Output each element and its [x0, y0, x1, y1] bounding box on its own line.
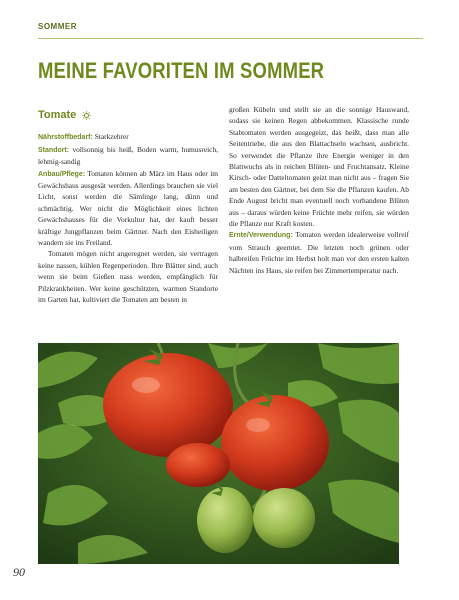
sun-icon: [82, 111, 91, 120]
plant-title: [38, 110, 218, 121]
left-column: [38, 110, 218, 306]
header-rule: [38, 38, 423, 39]
page-number: 90: [13, 565, 25, 579]
paragraph-naehrstoff: Nährstoffbedarf: Starkzehrer: [38, 132, 129, 142]
tomato-photo: [38, 343, 399, 564]
right-column: [229, 104, 409, 276]
paragraph-kuebel: großen Kübeln und stellt sie an die sonnige Hauswand, sodass sie keinen Regen abbekommen. Klassische runde Stabtomaten werden ausgegeizt, das heißt, dass man alle Seitentriebe, die aus den Blattachseln wachsen, ausbricht. So verwendet die Pflanze ihre Energie weniger in den Blattwuchs als in reichen Blüten- und Fruchtansatz. Kleine Kirsch- oder Datteltomaten geizt man nicht aus – fragen Sie am besten den Gärtner, bei dem Sie die Pflanzen kaufen. Ab Ende August bricht man eventuell noch vorhandene Blüten aus – daraus würden keine Früchte mehr reifen, sie würden die Pflanze nur Kraft kosten.: [229, 105, 409, 229]
page-headline: MEINE FAVORITEN IM SOMMER: [38, 58, 325, 83]
paragraph-ernte: Ernte/Verwendung: Tomaten werden idealerweise vollreif vom Strauch geerntet. Die letzten noch grünen oder halbreifen Früchte im Herbst holt man vor den ersten kalten Nächten ins Haus, sie reifen bei Zimmertemperatur nach.: [229, 230, 409, 275]
section-label: SOMMER: [38, 22, 77, 31]
plant-name: Tomate: [38, 109, 77, 121]
paragraph-standort: Standort: vollsonnig bis heiß, Boden warm, humusreich, lehmig-sandig: [38, 144, 218, 167]
paragraph-regen: Tomaten mögen nicht angeregnet werden, sie vertragen keine nassen, kühlen Regenperioden. Ihre Blätter sind, auch wenn sie beim Gießen nass werden, empfänglich für Pilzkrankheiten. Wer keine geschützten, warmen Standorte im Garten hat, kultiviert die Tomaten am besten in: [38, 249, 218, 305]
paragraph-anbau: Anbau/Pflege: Tomaten können ab März im Haus oder im Gewächshaus ausgesät werden. Allerdings brauchen sie viel Licht, sonst werden die Sämlinge lang, dünn und schmächtig. Wer nicht die Möglichkeit eines lichten Gewächshauses für die Vorkultur hat, der kauft besser kräftige Jungpflanzen beim Gärtner. Nach den Eisheiligen wandern sie ins Freiland.: [38, 168, 218, 248]
tomato-plant-image: [38, 343, 399, 564]
